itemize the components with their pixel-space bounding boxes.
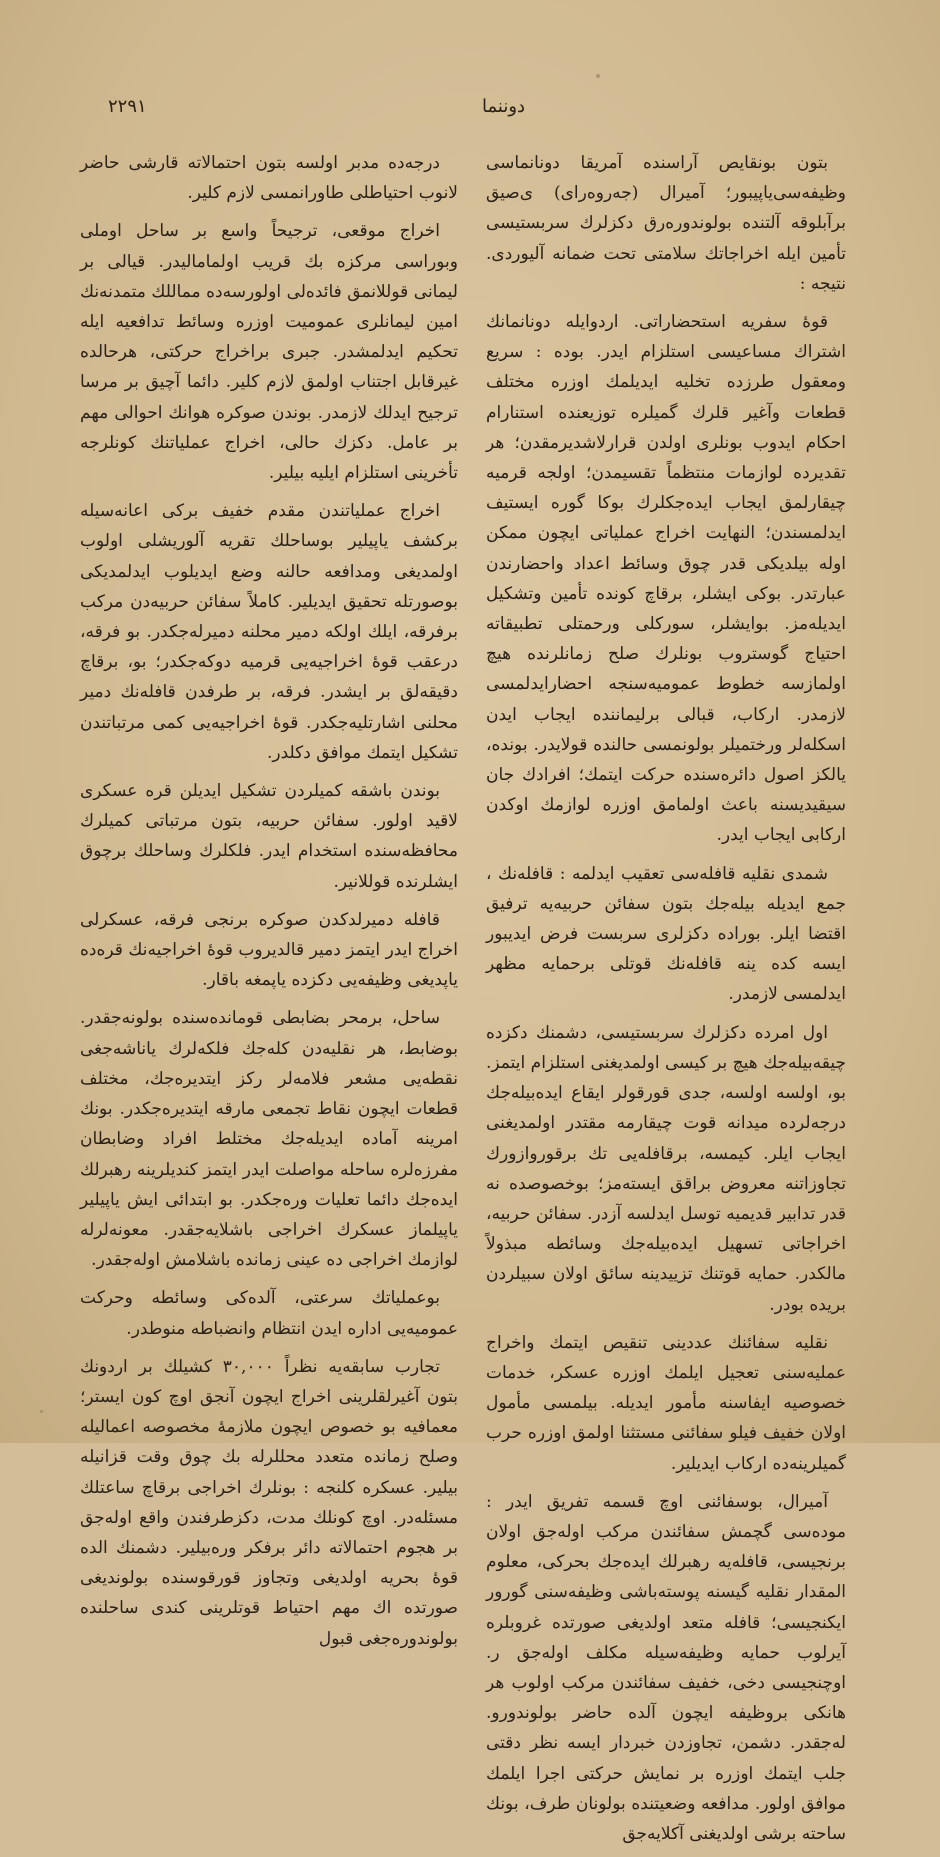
paragraph: بوعملیاتك سرعتی، آلده‌کی وسائطه وحرکت عمومیه‌یی اداره ایدن انتظام وانضباطه منوطدر. [80, 1288, 458, 1339]
ink-spot [596, 74, 600, 78]
paragraph: نقلیه سفائنك عددینی تنقیص ایتمك واخراج عملیه‌سنی تعجیل ایلمك اوزره عسکر، خدمات خصوصیه ایفاسنه مأمور ایدیله. بیلمسی مأمول اولان خفیف فیلو سفائنی مستثنا اولمق اوزره حرب گمیلرینه‌ده ارکاب ایدیلیر. [486, 1332, 846, 1474]
paragraph: تجارب سابقه‌یه نظراً ۳۰,۰۰۰ کشیلك بر اردونك بتون آغیرلقلرینی اخراج ایچون آنجق اوچ کون ایستر؛ معمافیه بو خصوص ایچون ملازمهٔ مخصوصه اعمالیله وصلح زمانده متعدد محللرله بك چوق وقت قزانیله بیلیر. عسکره کلنجه : بونلرك اخراجی برقاچ ساعتلك مسئله‌در. اوچ کونلك مدت، دکزطرفندن واقع اوله‌جق بر هجوم احتمالاته دائر برفکر وره‌بیلیر. دشمنك الده قوهٔ بحریه اولدیغی وتجاوز قورقوسنده بولوندیغی صورتده اك مهم احتیاط قوتلرینی کندی ساحلنده بولوندوره‌جغی قبول [80, 1356, 458, 1649]
page-number: ۲۲۹۱ [108, 96, 147, 117]
paragraph: شمدی نقلیه قافله‌سی تعقیب ایدلمه : قافله‌نك ، جمع ایدیله بیله‌جك بتون سفائن حربیه‌یه ترفیق اقتضا ایلر. بوراده‌ دکزلری سربست فرض ایدیبور ایسه‌ کده ینه قافله‌نك قوتلی برحمایه مظهر ایدلمسی لازمدر. [486, 863, 846, 1005]
paragraph: بتون بونقایص آراسنده آمریقا دونانماسی وظیفه‌سی‌یاپیبور؛ آمیرال (جه‌روه‌رای) ی‌صیق برآبلوقه آلتنده بولوندوره‌رق دکزلرك سربستیسی تأمین ایله اخراجاتك سلامتی تحت ضمانه آلیوردی. نتیجه : [486, 153, 846, 294]
paragraph: اخراج موقعی، ترجیحاً واسع بر ساحل اوملی وبوراسی مرکزه بك قریب اولمامالیدر. قیالی بر لیمانی قوللانمق فائده‌لی اولورسه‌ده مماللك متمدنه‌نك امین لیمانلری عمومیت اوزره وسائط تدافعیه ایله تحکیم ایدلمشدر. جبری براخراج حرکتی، هرحالده غیرقابل اجتناب اولمق لازم کلیر. دائما آچیق بر مرسا ترجیح ایدلك لازمدر. بوندن صوکره هوانك احوالی مهم بر عامل. دکزك حالی، اخراج عملیاتنك کونلرجه تأخرینی استلزام ایلیه بیلیر. [80, 221, 458, 484]
left-column [80, 148, 458, 1662]
paragraph: اخراج عملیاتندن مقدم خفیف برکی اعانه‌سیله برکشف یاپیلیر بوساحلك تقریه آلوریشلی اولوب اولمدیغی ومدافعه حالنه وضع ایدیلوب ایدلمدیکی بوصورتله تحقیق ایدیلیر. کاملاً سفائن حربیه‌دن مرکب برفرقه، ایلك اولکه دمیر محلنه دمیرله‌جکدر. بو فرقه، درعقب قوهٔ اخراجیه‌یی قرمیه دوکه‌جکدر؛ بو، برقاچ دقیقه‌لق بر ایشدر. فرقه، بر طرفدن قافله‌نك دمیر محلنی اشارتلیه‌جکدر. قوهٔ اخراجیه‌یی کمی مرتباتندن تشکیل ایتمك موافق دکلدر. [80, 501, 458, 763]
ink-spot [40, 1410, 43, 1413]
running-title: دوننما [482, 96, 526, 117]
right-column [486, 148, 846, 1857]
paragraph: درجه‌ده مدبر اولسه بتون احتمالاته قارشی حاضر لانوب احتیاطلی طاورانمسی لازم کلیر. [80, 153, 458, 204]
paragraph: آمیرال، بوسفائنی اوچ قسمه تفریق ایدر : موده‌سی گچمش سفائندن مرکب اوله‌جق اولان برنجیسی، قافله‌یه رهبرلك ایده‌جك بحرکی، معلوم المقدار نقلیه گیسنه پوسته‌باشی وظیفه‌سنی گورور ایکنجیسی؛ قافله متعد اولدیغی صورتده غروبلره آیرلوب حمایه وظیفه‌سیله مکلف اوله‌جق ر. اوچنجیسی دخی، خفیف سفائندن مرکب اولوب هر هانکی بروظیفه ایچون آلده حاضر بولوندورو. له‌جقدر. دشمن، تجاوزدن خبردار ایسه نظر دقتی جلب ایتمك اوزره بر نمایش حرکتی اجرا ایلمك موافق اولور. مدافعه وضعیتنده بولونان طرف، بونك ساحته برشی اولدیغنی آکلایه‌جق [486, 1491, 846, 1844]
paragraph: قافله دمیرلدکدن صوکره برنجی فرقه، عسکرلی اخراج ایدر ایتمز دمیر قالدیروب قوهٔ اخراجیه‌نك قرەده یاپدیغی وظیفه‌یی دکزده یاپمغه باقار. [80, 909, 458, 991]
page-header [0, 96, 940, 126]
paragraph: بوندن باشقه کمیلردن تشکیل ایدیلن قره عسکری لاقید اولور. سفائن حربیه، بتون مرتباتی کمیلرك محافظه‌سنده استخدام ایدر. فلکلرك وساحلك برچوق ایشلرنده قوللانیر. [80, 781, 458, 892]
paragraph: اول امرده دکزلرك سربستیسی، دشمنك دکزده چیقه‌بیله‌جك هیچ بر کیسی اولمدیغنی استلزام ایتمز. بو، اولسه اولسه، جدی قورقولر ایقاع ایده‌بیله‌جك درجه‌لرده میدانه قوت چیقارمه مقتدر اولمدیغنی ایجاب ایلر. کیمسه، برقافله‌یی تك برقوروازورك تجاوزاتنه معروض براقق ایسته‌مز؛ بوخصوصده نه قدر تدابیر قدیمیه توسل ایدلسه آزدر. سفائن حربیه، اخراجاتی تسهیل ایده‌بیله‌جك وسائطه مبذولاً مالکدر. حمایه قوتنك تزییدینه سائق اولان سبیلردن بریده بودر. [486, 1022, 846, 1315]
paragraph: ساحل، برمحر بضابطی قوماندەسنده بولونه‌جقدر. بوضابط، هر نقلیه‌دن کله‌جك فلکه‌لرك یاناشه‌جغی نقطه‌یی مشعر فلامه‌لر رکز ایتدیره‌جك، مختلف قطعات ایچون نقاط تجمعی مارقه ایتدیره‌جکدر. بونك امرینه آماده ایدیله‌جك مختلط افراد وضابطان مفرزه‌لره ساحله مواصلت ایدر ایتمز کندیلرینه رهبرلك ایده‌جك دائما تعلیات وره‌جکدر. بو ابتدائی ایش یاپیلیر یاپیلماز عسکرك اخراجی باشلایه‌جقدر. معونه‌لرله لوازمك اخراجی ده عینی زمانده باشلامش اوله‌جقدر. [80, 1008, 458, 1271]
paragraph: قوهٔ سفریه استحضاراتی. اردوایله دونانمانك اشتراك مساعیسی استلزام ایدر. بوده : سریع ومعقول طرزده تخلیه ایدیلمك اوزره مختلف قطعات وآغیر قلرك گمیلره توزیعنده استنارام احکام ایدوب بونلری اولدن قرارلاشدیرمقدن؛ هر تقدیرده لوازمات منتظماً تقسیمدن؛ اولجه قرمیه چیقارلمق ایجاب ایده‌جکلرك بوکا گوره ایستیف ایدلمسندن؛ النهایت اخراج عملیاتی ایچون ممکن اوله بیلدیکی قدر چوق وسائط اعداد واحضارندن عبارتدر. بوکی ایشلر، برقاچ کونده تأمین وتشکیل ایدیله‌مز. بوایشلر، سورکلی ورحمتلی تطبیقاته احتیاج گوستروب بونلرك صلح زمانلرنده هیچ اولمازسه خطوط عمومیه‌سنجه احضارایدلمسی لازمدر. ارکاب، قبالی برلیماننده‌ ایجاب ایدن اسکلەلر ورختمیلر بولونمسی حالنده قولایدر. بونده، یالکز اصول دائرەسنده حرکت ایتمك؛ افرادك جان سیقیدیسنه باعث اولمامق اوزره لوازمك اوکدن ارکابی ایجاب ایدر. [486, 312, 846, 846]
